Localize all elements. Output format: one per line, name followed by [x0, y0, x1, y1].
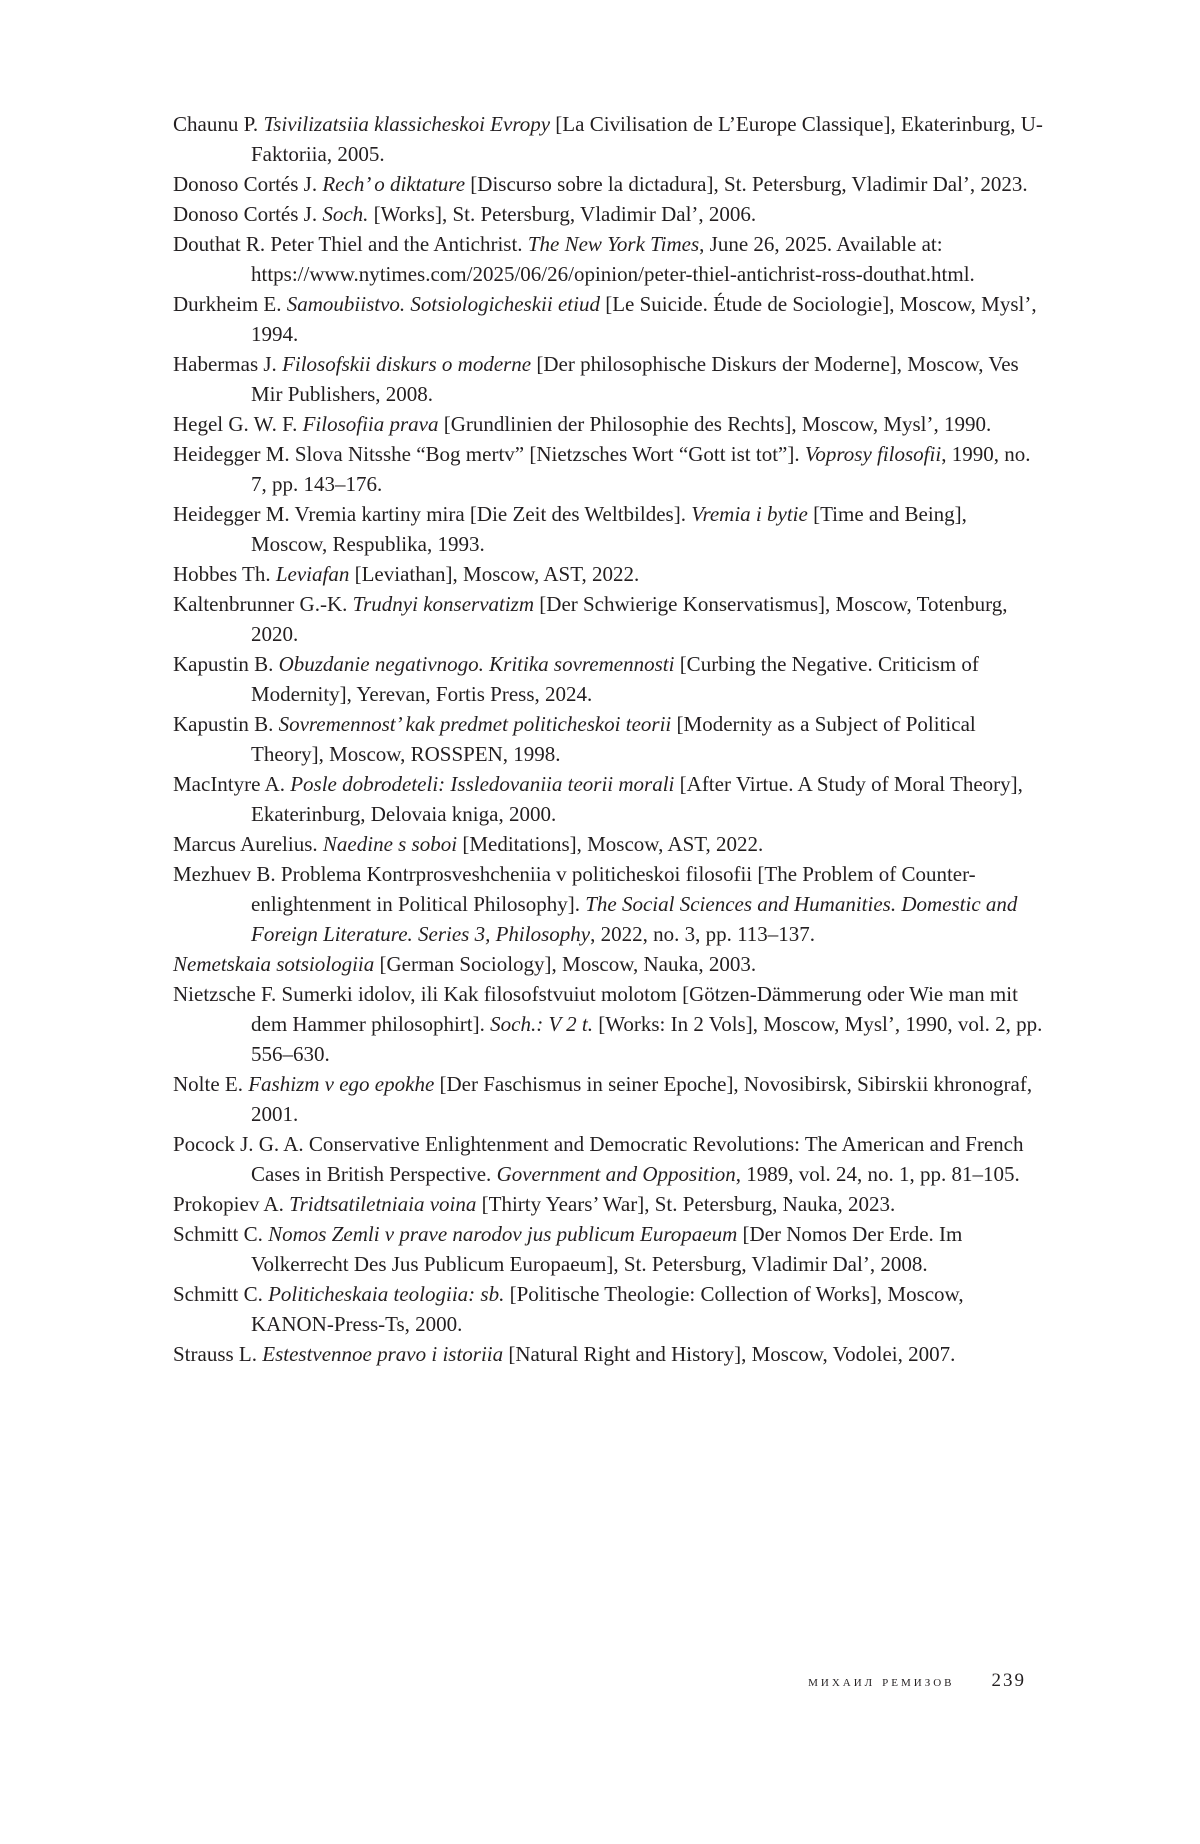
reference-title: Soch.: V 2 t. [490, 1012, 593, 1036]
reference-title: Tsivilizatsiia klassicheskoi Evropy [263, 112, 551, 136]
reference-text: Mezhuev B. Problema Kontrprosveshcheniia v politicheskoi filosofii [The Problem of Counter-enlightenment in Political Philosophy]. [173, 862, 976, 916]
reference-text: Heidegger M. Slova Nitsshe “Bog mertv” [Nietzsches Wort “Gott ist tot”]. [173, 442, 805, 466]
reference-text: Kapustin B. [173, 652, 279, 676]
reference-text: MacIntyre A. [173, 772, 291, 796]
reference-text: Strauss L. [173, 1342, 263, 1366]
reference-text: Donoso Cortés J. [173, 172, 323, 196]
running-author: михаил ремизов [808, 1673, 955, 1690]
reference-text: [Le Suicide. Étude de Sociologie], Moscow, Mysl’, 1994. [251, 292, 1037, 346]
reference-text: [Discurso sobre la dictadura], St. Petersburg, Vladimir Dal’, 2023. [465, 172, 1028, 196]
reference-title: Samoubiistvo. Sotsiologicheskii etiud [286, 292, 600, 316]
reference-text: [Der philosophische Diskurs der Moderne], Moscow, Ves Mir Publishers, 2008. [251, 352, 1019, 406]
reference-entry [173, 1279, 1043, 1339]
reference-text: , 1989, vol. 24, no. 1, pp. 81–105. [735, 1162, 1020, 1186]
reference-title: Naedine s soboi [322, 832, 458, 856]
reference-title: Voprosy filosofii [804, 442, 942, 466]
reference-text: Douthat R. Peter Thiel and the Antichrist. [173, 232, 528, 256]
reference-entry [173, 949, 1043, 979]
reference-text: [Politische Theologie: Collection of Works], Moscow, KANON-Press-Ts, 2000. [251, 1282, 964, 1336]
reference-text: [Curbing the Negative. Criticism of Modernity], Yerevan, Fortis Press, 2024. [251, 652, 979, 706]
reference-text: , 1990, no. 7, pp. 143–176. [251, 442, 1031, 496]
reference-entry [173, 859, 1043, 949]
reference-text: [Leviathan], Moscow, AST, 2022. [349, 562, 640, 586]
reference-text: Schmitt C. [173, 1282, 269, 1306]
reference-title: Leviafan [275, 562, 350, 586]
reference-entry [173, 979, 1043, 1069]
reference-entry [173, 1339, 1043, 1369]
reference-text: Prokopiev A. [173, 1192, 290, 1216]
reference-text: Marcus Aurelius. [173, 832, 323, 856]
reference-entry [173, 409, 1043, 439]
reference-list [173, 109, 1043, 1369]
reference-title: Soch. [322, 202, 369, 226]
reference-text: [Grundlinien der Philosophie des Rechts], Moscow, Mysl’, 1990. [438, 412, 992, 436]
reference-entry [173, 829, 1043, 859]
reference-entry [173, 769, 1043, 829]
reference-text: Nolte E. [173, 1072, 249, 1096]
reference-text: [La Civilisation de L’Europe Classique], Ekaterinburg, U-Faktoriia, 2005. [251, 112, 1043, 166]
reference-entry [173, 169, 1043, 199]
reference-text: Habermas J. [173, 352, 283, 376]
reference-entry [173, 229, 1043, 289]
running-footer [808, 1670, 1026, 1692]
reference-text: Kaltenbrunner G.-K. [173, 592, 353, 616]
reference-title: Filosofskii diskurs o moderne [282, 352, 532, 376]
reference-text: , June 26, 2025. Available at: https://www.nytimes.com/2025/06/26/opinion/peter-thiel-antichrist-ross-douthat.html. [251, 232, 975, 286]
reference-text: [Thirty Years’ War], St. Petersburg, Nauka, 2023. [476, 1192, 896, 1216]
reference-entry [173, 109, 1043, 169]
reference-title: Estestvennoe pravo i istoriia [262, 1342, 504, 1366]
reference-text: Donoso Cortés J. [173, 202, 323, 226]
reference-entry [173, 199, 1043, 229]
reference-text: , 2022, no. 3, pp. 113–137. [590, 922, 816, 946]
reference-text: Kapustin B. [173, 712, 279, 736]
reference-text: [German Sociology], Moscow, Nauka, 2003. [374, 952, 757, 976]
reference-title: Tridtsatiletniaia voina [289, 1192, 477, 1216]
reference-text: Hegel G. W. F. [173, 412, 303, 436]
reference-text: [Natural Right and History], Moscow, Vodolei, 2007. [503, 1342, 956, 1366]
reference-text: [Der Faschismus in seiner Epoche], Novosibirsk, Sibirskii khronograf, 2001. [251, 1072, 1033, 1126]
reference-title: The New York Times [527, 232, 700, 256]
page-number: 239 [991, 1670, 1026, 1691]
reference-entry [173, 439, 1043, 499]
reference-text: Heidegger M. Vremia kartiny mira [Die Zeit des Weltbildes]. [173, 502, 692, 526]
reference-entry [173, 1219, 1043, 1279]
reference-title: Obuzdanie negativnogo. Kritika sovremennosti [278, 652, 675, 676]
reference-title: Politicheskaia teologiia: sb. [268, 1282, 505, 1306]
reference-entry [173, 649, 1043, 709]
reference-text: Durkheim E. [173, 292, 287, 316]
reference-text: [Der Schwierige Konservatismus], Moscow, Totenburg, 2020. [251, 592, 1008, 646]
reference-text: [Modernity as a Subject of Political Theory], Moscow, ROSSPEN, 1998. [251, 712, 976, 766]
reference-text: Chaunu P. [173, 112, 264, 136]
reference-text: [Meditations], Moscow, AST, 2022. [457, 832, 764, 856]
reference-entry [173, 349, 1043, 409]
reference-entry [173, 289, 1043, 349]
reference-title: Trudnyi konservatizm [352, 592, 535, 616]
reference-title: Nomos Zemli v prave narodov jus publicum Europaeum [268, 1222, 738, 1246]
reference-entry [173, 589, 1043, 649]
reference-title: The Social Sciences and Humanities. Domestic and Foreign Literature. Series 3, Philosophy [251, 892, 1018, 946]
reference-text: Hobbes Th. [173, 562, 276, 586]
reference-entry [173, 559, 1043, 589]
reference-title: Nemetskaia sotsiologiia [173, 952, 375, 976]
reference-entry [173, 1069, 1043, 1129]
reference-title: Filosofiia prava [302, 412, 439, 436]
reference-title: Posle dobrodeteli: Issledovaniia teorii morali [290, 772, 675, 796]
reference-title: Sovremennost’ kak predmet politicheskoi teorii [278, 712, 672, 736]
reference-text: [Works], St. Petersburg, Vladimir Dal’, 2006. [368, 202, 757, 226]
reference-title: Rech’ o diktature [322, 172, 466, 196]
reference-entry [173, 1129, 1043, 1189]
reference-text: [Der Nomos Der Erde. Im Volkerrecht Des Jus Publicum Europaeum], St. Petersburg, Vladimir Dal’, 2008. [251, 1222, 963, 1276]
reference-text: Nietzsche F. Sumerki idolov, ili Kak filosofstvuiut molotom [Götzen-Dämmerung oder Wie man mit dem Hammer philosophirt]. [173, 982, 1018, 1036]
reference-title: Vremia i bytie [691, 502, 808, 526]
reference-text: Pocock J. G. A. Conservative Enlightenment and Democratic Revolutions: The American and French Cases in British Perspective. [173, 1132, 1024, 1186]
reference-title: Government and Opposition [496, 1162, 736, 1186]
reference-text: [Works: In 2 Vols], Moscow, Mysl’, 1990, vol. 2, pp. 556–630. [251, 1012, 1043, 1066]
reference-entry [173, 499, 1043, 559]
reference-text: [Time and Being], Moscow, Respublika, 1993. [251, 502, 967, 556]
reference-text: [After Virtue. A Study of Moral Theory], Ekaterinburg, Delovaia kniga, 2000. [251, 772, 1023, 826]
reference-title: Fashizm v ego epokhe [248, 1072, 435, 1096]
reference-text: Schmitt C. [173, 1222, 269, 1246]
reference-entry [173, 1189, 1043, 1219]
reference-entry [173, 709, 1043, 769]
